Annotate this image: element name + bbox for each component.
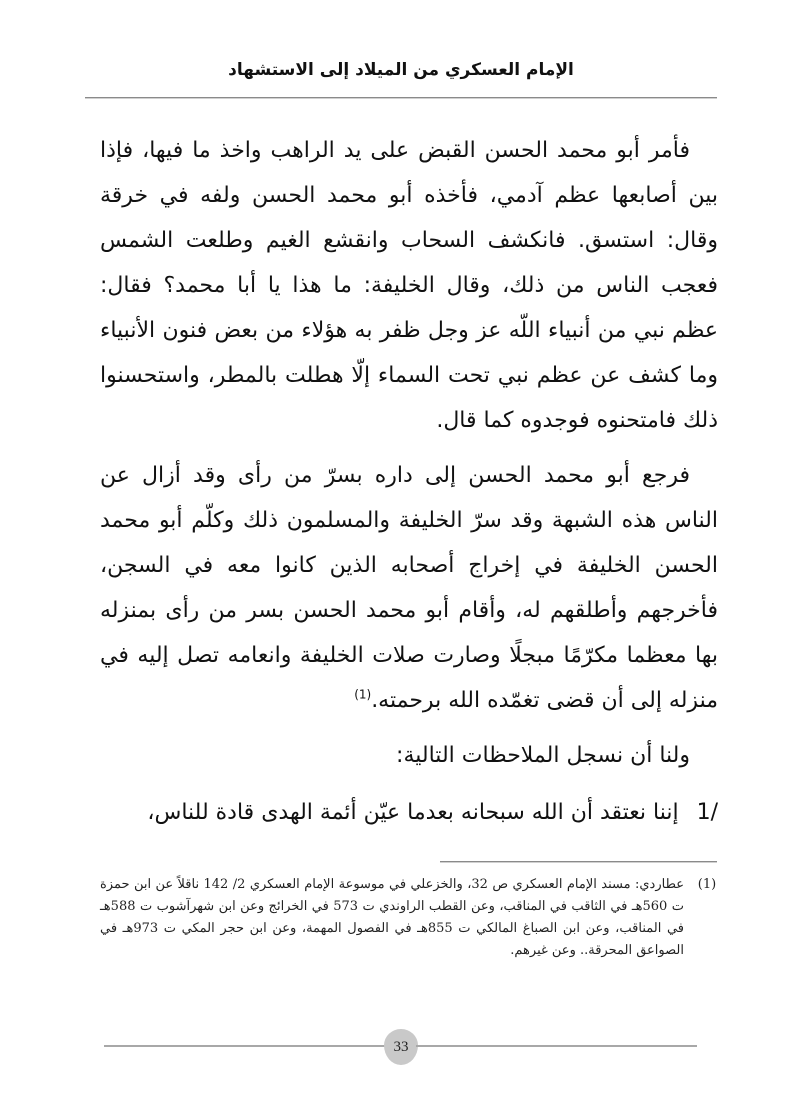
- page-number: 33: [384, 1029, 418, 1065]
- footer-divider-left: [104, 1045, 386, 1047]
- footnote: [100, 874, 720, 962]
- footnote-divider: [440, 861, 717, 863]
- footnotes-section: [100, 874, 720, 962]
- paragraph: [100, 453, 718, 723]
- footnote-reference[interactable]: (1): [354, 687, 372, 702]
- paragraph-text: فرجع أبو محمد الحسن إلى داره بسرّ من رأى وقد أزال عن الناس هذه الشبهة وقد سرّ الخليفة والمسلمون ذلك وكلّم أبو محمد الحسن الخليفة في إخراج أصحابه الذين كانوا معه في السجن، فأخرجهم وأطلقهم له، وأقام أبو محمد الحسن بسر من رأى بمنزله بها معظما مكرّمًا مبجلًا وصارت صلات الخليفة وانعامه تصل إليه في منزله إلى أن قضى تغمّده الله برحمته.: [100, 463, 718, 713]
- list-item-text: إننا نعتقد أن الله سبحانه بعدما عيّن أئمة الهدى قادة للناس،: [147, 800, 679, 825]
- footer-divider-right: [416, 1045, 697, 1047]
- list-item-number: 1/: [696, 800, 718, 825]
- footnote-text: عطاردي: مسند الإمام العسكري ص 32، والخزعلي في موسوعة الإمام العسكري 2/ 142 ناقلاً عن ابن حمزة ت 560هـ في الثاقب في المناقب، وعن القطب الراوندي ت 573 في الخرائج وعن ابن شهرآشوب ت 588هـ في المناقب، وعن ابن الصباغ المالكي ت 855هـ في الفصول المهمة، وعن ابن حجر المكي ت 973هـ في الصواعق المحرقة.. وعن غيرهم.: [100, 877, 685, 958]
- paragraph-text: ولنا أن نسجل الملاحظات التالية:: [396, 743, 690, 768]
- paragraph: [100, 733, 718, 778]
- running-header-title: الإمام العسكري من الميلاد إلى الاستشهاد: [228, 60, 574, 80]
- main-text: [100, 128, 718, 835]
- list-item: [100, 790, 718, 835]
- header-divider: [85, 97, 717, 99]
- paragraph-text: فأمر أبو محمد الحسن القبض على يد الراهب واخذ ما فيها، فإذا بين أصابعها عظم آدمي، فأخذه أبو محمد الحسن ولفه في خرقة وقال: استسق. فانكشف السحاب وانقشع الغيم وطلعت الشمس فعجب الناس من ذلك، وقال الخليفة: ما هذا يا أبا محمد؟ فقال: عظم نبي من أنبياء اللّه عز وجل ظفر به هؤلاء من بعض فنون الأنبياء وما كشف عن عظم نبي تحت السماء إلّا هطلت بالمطر، واستحسنوا ذلك فامتحنوه فوجدوه كما قال.: [100, 138, 718, 433]
- paragraph: [100, 128, 718, 443]
- footnote-number: (1): [697, 877, 717, 892]
